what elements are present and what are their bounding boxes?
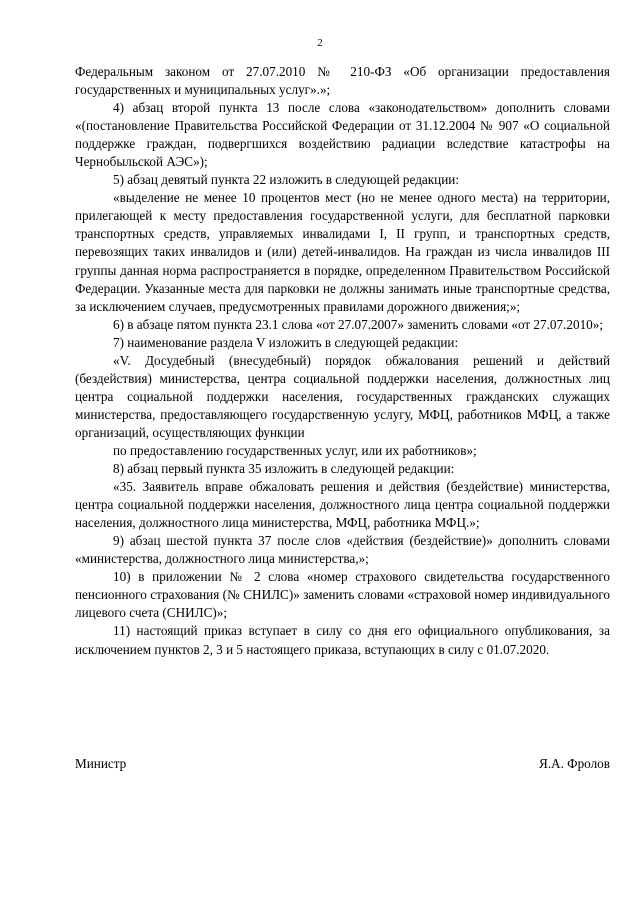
signature-title: Министр: [75, 756, 127, 771]
paragraph: Федеральным законом от 27.07.2010 № 210-ФЗ «Об организации предоставления государственных и муниципальных услуг».»;: [75, 64, 610, 98]
paragraph: 9) абзац шестой пункта 37 после слов «действия (бездействие)» дополнить словами «министерства, должностного лица министерства,»;: [75, 533, 610, 567]
page-number: 2: [317, 37, 323, 49]
paragraph: «V. Досудебный (внесудебный) порядок обжалования решений и действий (бездействия) министерства, центра социальной поддержки населения, должностных лиц центра социальной поддержки населения, государственных гражданских служащих министерства, предоставляющего государственную услугу, МФЦ, работников МФЦ, а также организаций, осуществляющих функции: [75, 352, 610, 440]
paragraph: 4) абзац второй пункта 13 после слова «законодательством» дополнить словами «(постановление Правительства Российской Федерации от 31.12.2004 № 907 «О социальной поддержке граждан, подвергшихся воздействию радиации вследствие катастрофы на Чернобыльской АЭС»);: [75, 100, 610, 170]
paragraph: по предоставлению государственных услуг, или их работников»;: [113, 442, 477, 458]
signature-block: [75, 755, 610, 775]
paragraph: 7) наименование раздела V изложить в следующей редакции:: [113, 334, 459, 350]
signature-name: Я.А. Фролов: [538, 756, 610, 771]
paragraph: 5) абзац девятый пункта 22 изложить в следующей редакции:: [113, 172, 460, 188]
paragraph: 6) в абзаце пятом пункта 23.1 слова «от 27.07.2007» заменить словами «от 27.07.2010»;: [113, 316, 604, 332]
paragraph: «35. Заявитель вправе обжаловать решения и действия (бездействие) министерства, центра социальной поддержки населения, должностного лица центра социальной поддержки населения, должностного лица министерства, МФЦ, работника МФЦ.»;: [75, 479, 610, 531]
paragraph: 11) настоящий приказ вступает в силу со дня его официального опубликования, за исключением пунктов 2, 3 и 5 настоящего приказа, вступающих в силу с 01.07.2020.: [75, 623, 610, 657]
document-body: [75, 63, 610, 659]
paragraph: 8) абзац первый пункта 35 изложить в следующей редакции:: [113, 461, 455, 477]
paragraph: 10) в приложении № 2 слова «номер страхового свидетельства государственного пенсионного страхования (№ СНИЛС)» заменить словами «страховой номер индивидуального лицевого счета (СНИЛС)»;: [75, 569, 610, 621]
paragraph: «выделение не менее 10 процентов мест (но не менее одного места) на территории, прилегающей к месту предоставления государственной услуги, для бесплатной парковки транспортных средств, управляемых инвалидами I, II групп, и транспортных средств, перевозящих таких инвалидов и (или) детей-инвалидов. На граждан из числа инвалидов III группы данная норма распространяется в порядке, определенном Правительством Российской Федерации. Указанные места для парковки не должны занимать иные транспортные средства, за исключением случаев, предусмотренных правилами дорожного движения;»;: [75, 190, 610, 314]
